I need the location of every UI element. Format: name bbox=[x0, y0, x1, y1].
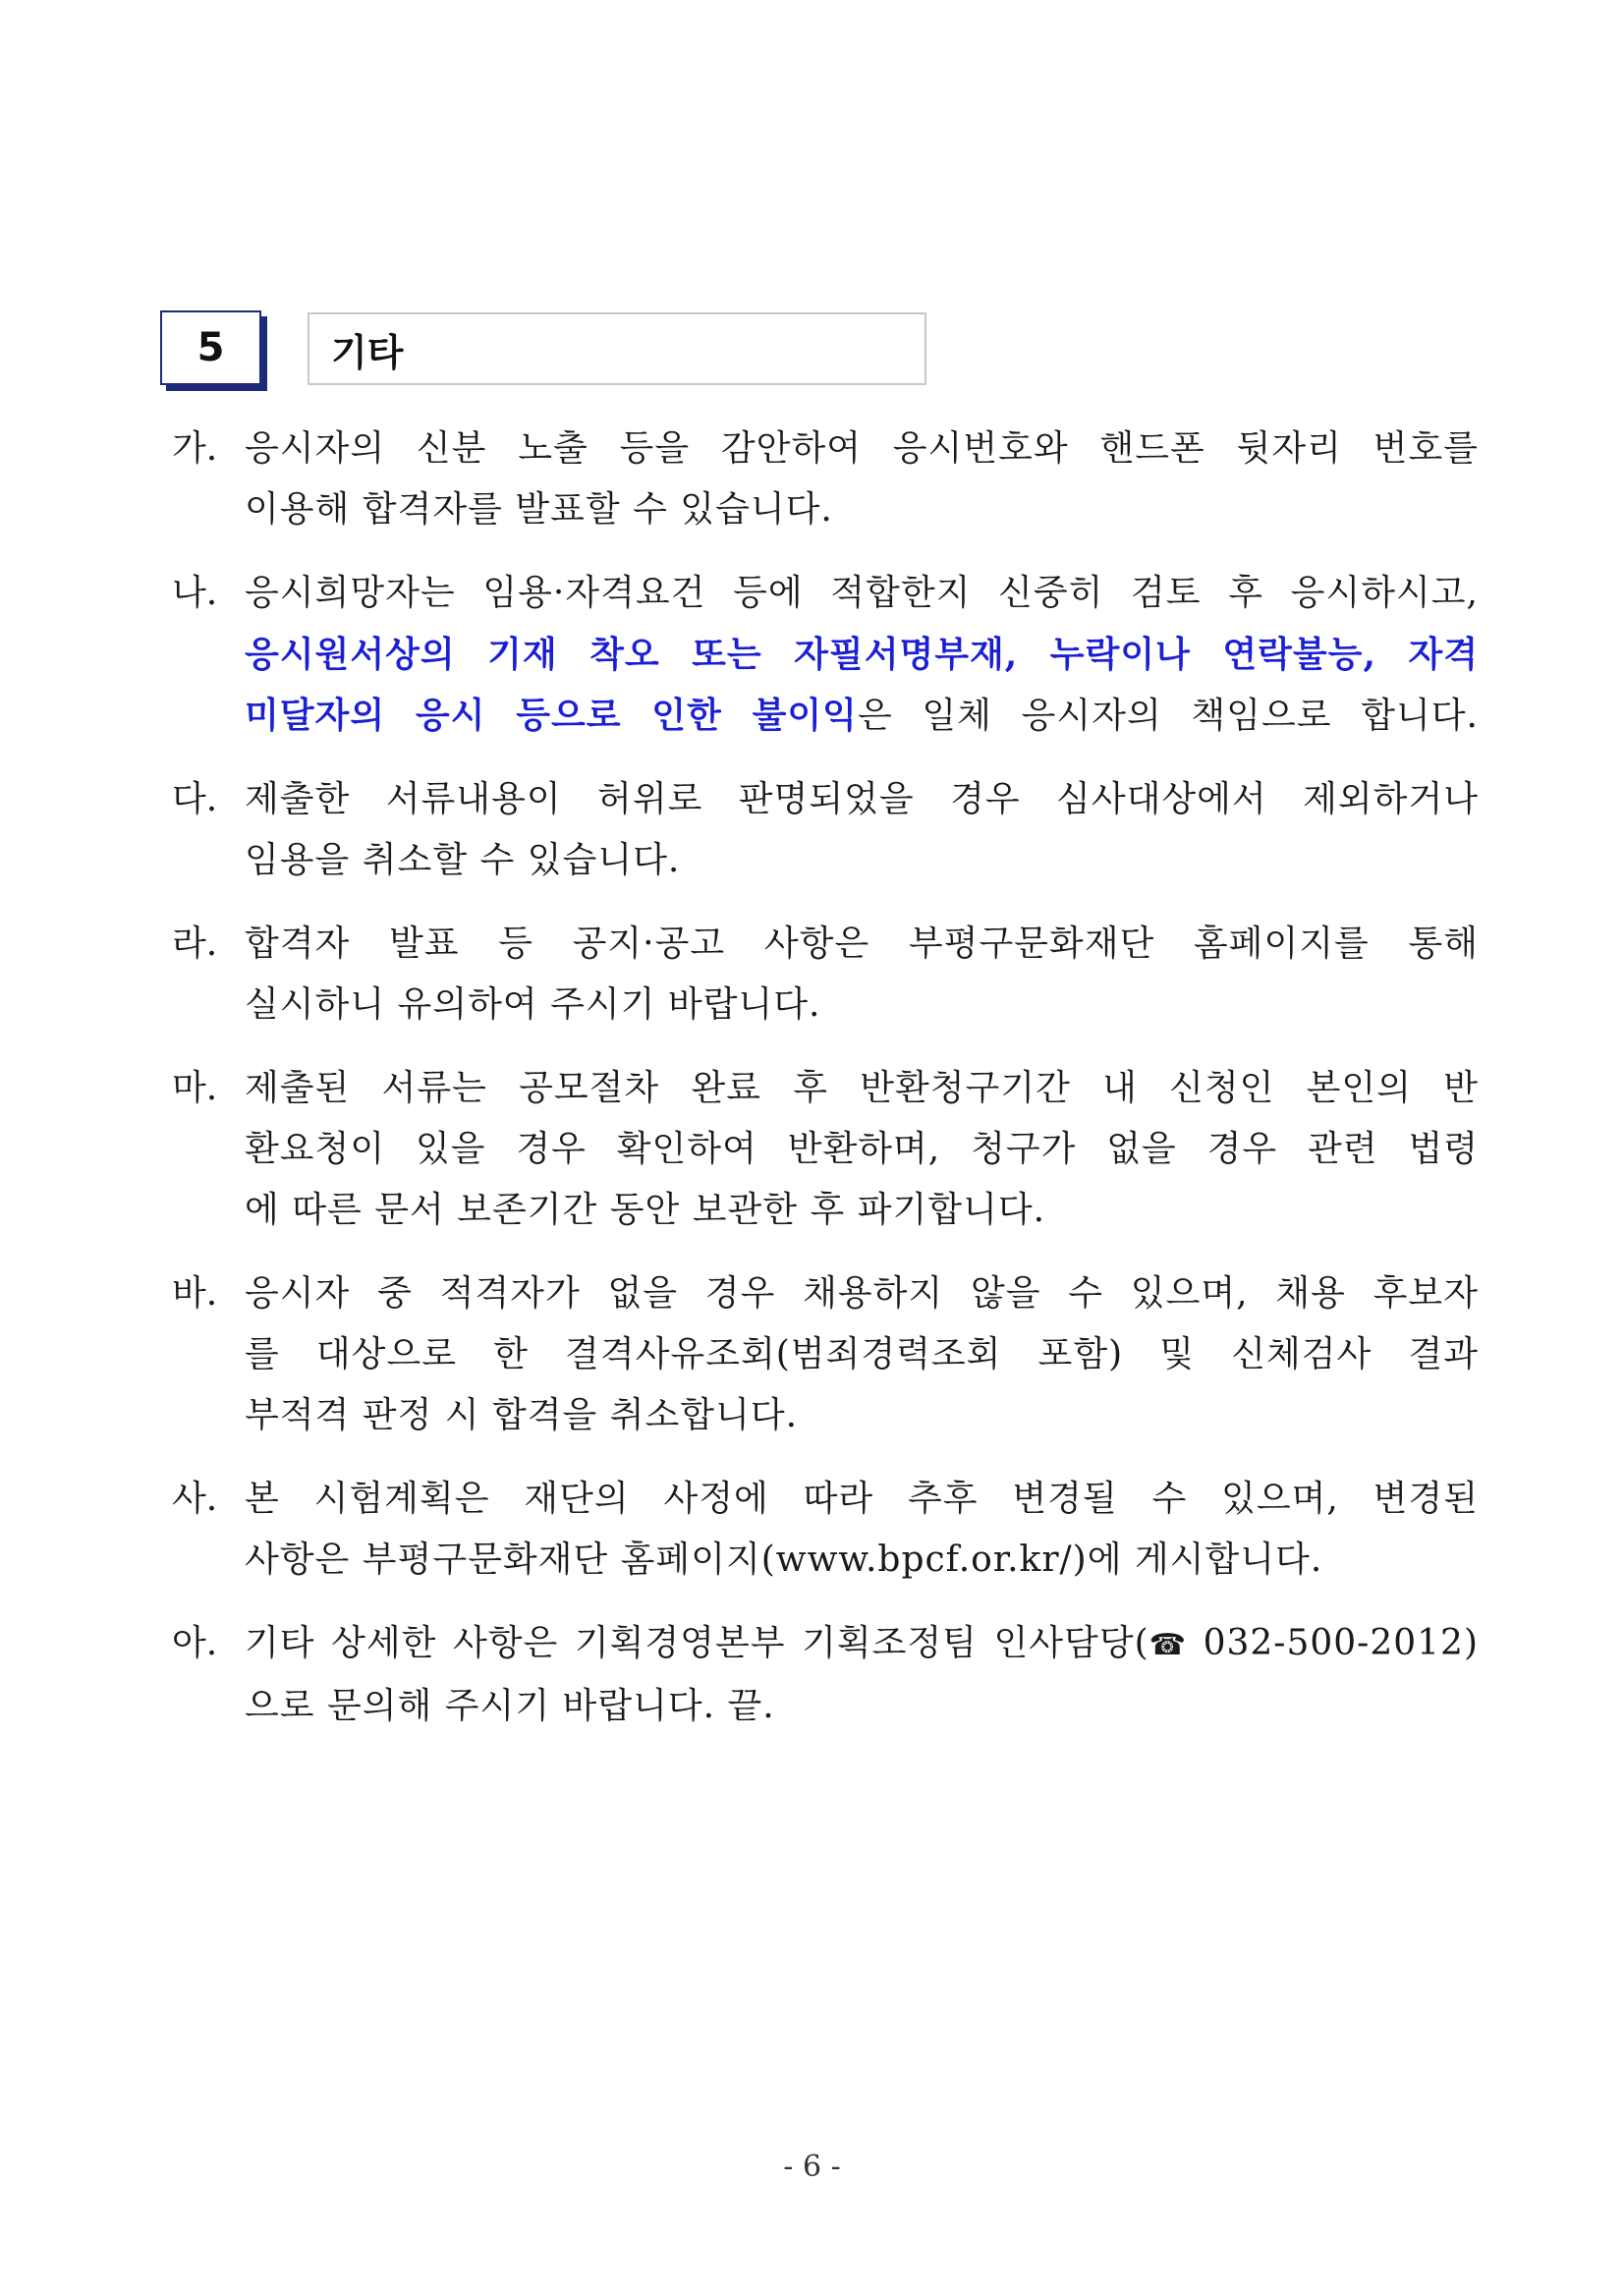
item-content bbox=[245, 914, 1479, 1036]
list-item bbox=[172, 769, 1479, 891]
item-content bbox=[245, 1263, 1479, 1446]
item-line: 부적격 판정 시 합격을 취소합니다. bbox=[245, 1395, 799, 1435]
highlighted-text: 응시원서상의 기재 착오 또는 자필서명부재, 누락이나 연락불능, 자격 bbox=[245, 634, 1479, 675]
list-item bbox=[172, 419, 1479, 540]
item-line: 응시자 중 적격자가 없을 경우 채용하지 않을 수 있으며, 채용 후보자 bbox=[245, 1273, 1479, 1314]
item-content bbox=[245, 1469, 1479, 1591]
telephone-icon: ☎ bbox=[1148, 1628, 1188, 1662]
item-content bbox=[245, 563, 1479, 747]
item-marker: 가. bbox=[172, 428, 218, 469]
list-item bbox=[172, 1058, 1479, 1241]
item-line bbox=[245, 1613, 1479, 1676]
item-marker: 나. bbox=[172, 573, 218, 613]
item-content bbox=[245, 419, 1479, 540]
list-item bbox=[172, 1613, 1479, 1737]
item-marker: 마. bbox=[172, 1068, 218, 1108]
list-item bbox=[172, 1263, 1479, 1446]
list-item bbox=[172, 1469, 1479, 1591]
item-text: 은 일체 응시자의 책임으로 합니다. bbox=[857, 696, 1479, 736]
item-line: 제출한 서류내용이 허위로 판명되었을 경우 심사대상에서 제외하거나 bbox=[245, 779, 1479, 819]
item-line: 본 시험계획은 재단의 사정에 따라 추후 변경될 수 있으며, 변경된 bbox=[245, 1479, 1479, 1519]
item-line: 응시자의 신분 노출 등을 감안하여 응시번호와 핸드폰 뒷자리 번호를 bbox=[245, 428, 1479, 469]
item-line: 합격자 발표 등 공지·공고 사항은 부평구문화재단 홈페이지를 통해 bbox=[245, 924, 1479, 964]
section-header bbox=[160, 310, 926, 389]
section-number: 5 bbox=[160, 310, 261, 385]
list-item bbox=[172, 563, 1479, 747]
item-line: 으로 문의해 주시기 바랍니다. 끝. bbox=[245, 1686, 775, 1726]
highlighted-text: 미달자의 응시 등으로 인한 불이익 bbox=[245, 695, 858, 736]
notice-list bbox=[172, 419, 1479, 1760]
item-line: 응시희망자는 임용·자격요건 등에 적합한지 신중히 검토 후 응시하시고, bbox=[245, 573, 1479, 613]
page-number: - 6 - bbox=[783, 2150, 841, 2184]
item-content bbox=[245, 769, 1479, 891]
item-marker: 사. bbox=[172, 1479, 218, 1519]
item-marker: 라. bbox=[172, 924, 218, 964]
section-title: 기타 bbox=[308, 312, 926, 385]
list-item bbox=[172, 914, 1479, 1036]
item-line: 이용해 합격자를 발표할 수 있습니다. bbox=[245, 489, 833, 530]
item-line: 제출된 서류는 공모절차 완료 후 반환청구기간 내 신청인 본인의 반 bbox=[245, 1068, 1479, 1108]
item-text: 기타 상세한 사항은 기획경영본부 기획조정팀 인사담당( bbox=[245, 1623, 1149, 1663]
item-line: 실시하니 유의하여 주시기 바랍니다. bbox=[245, 984, 821, 1025]
item-line: 에 따른 문서 보존기간 동안 보관한 후 파기합니다. bbox=[245, 1190, 1046, 1230]
item-marker: 바. bbox=[172, 1273, 218, 1314]
item-content bbox=[245, 1058, 1479, 1241]
item-line: 를 대상으로 한 결격사유조회(범죄경력조회 포함) 및 신체검사 결과 bbox=[245, 1334, 1479, 1374]
item-line bbox=[245, 685, 1479, 747]
item-line: 임용을 취소할 수 있습니다. bbox=[245, 840, 681, 880]
item-line: 환요청이 있을 경우 확인하여 반환하며, 청구가 없을 경우 관련 법령 bbox=[245, 1129, 1479, 1169]
item-content bbox=[245, 1613, 1479, 1737]
item-line: 사항은 부평구문화재단 홈페이지(www.bpcf.or.kr/)에 게시합니다. bbox=[245, 1540, 1323, 1580]
item-marker: 다. bbox=[172, 779, 218, 819]
item-marker: 아. bbox=[172, 1623, 218, 1663]
phone-number: 032-500-2012) bbox=[1187, 1623, 1479, 1663]
